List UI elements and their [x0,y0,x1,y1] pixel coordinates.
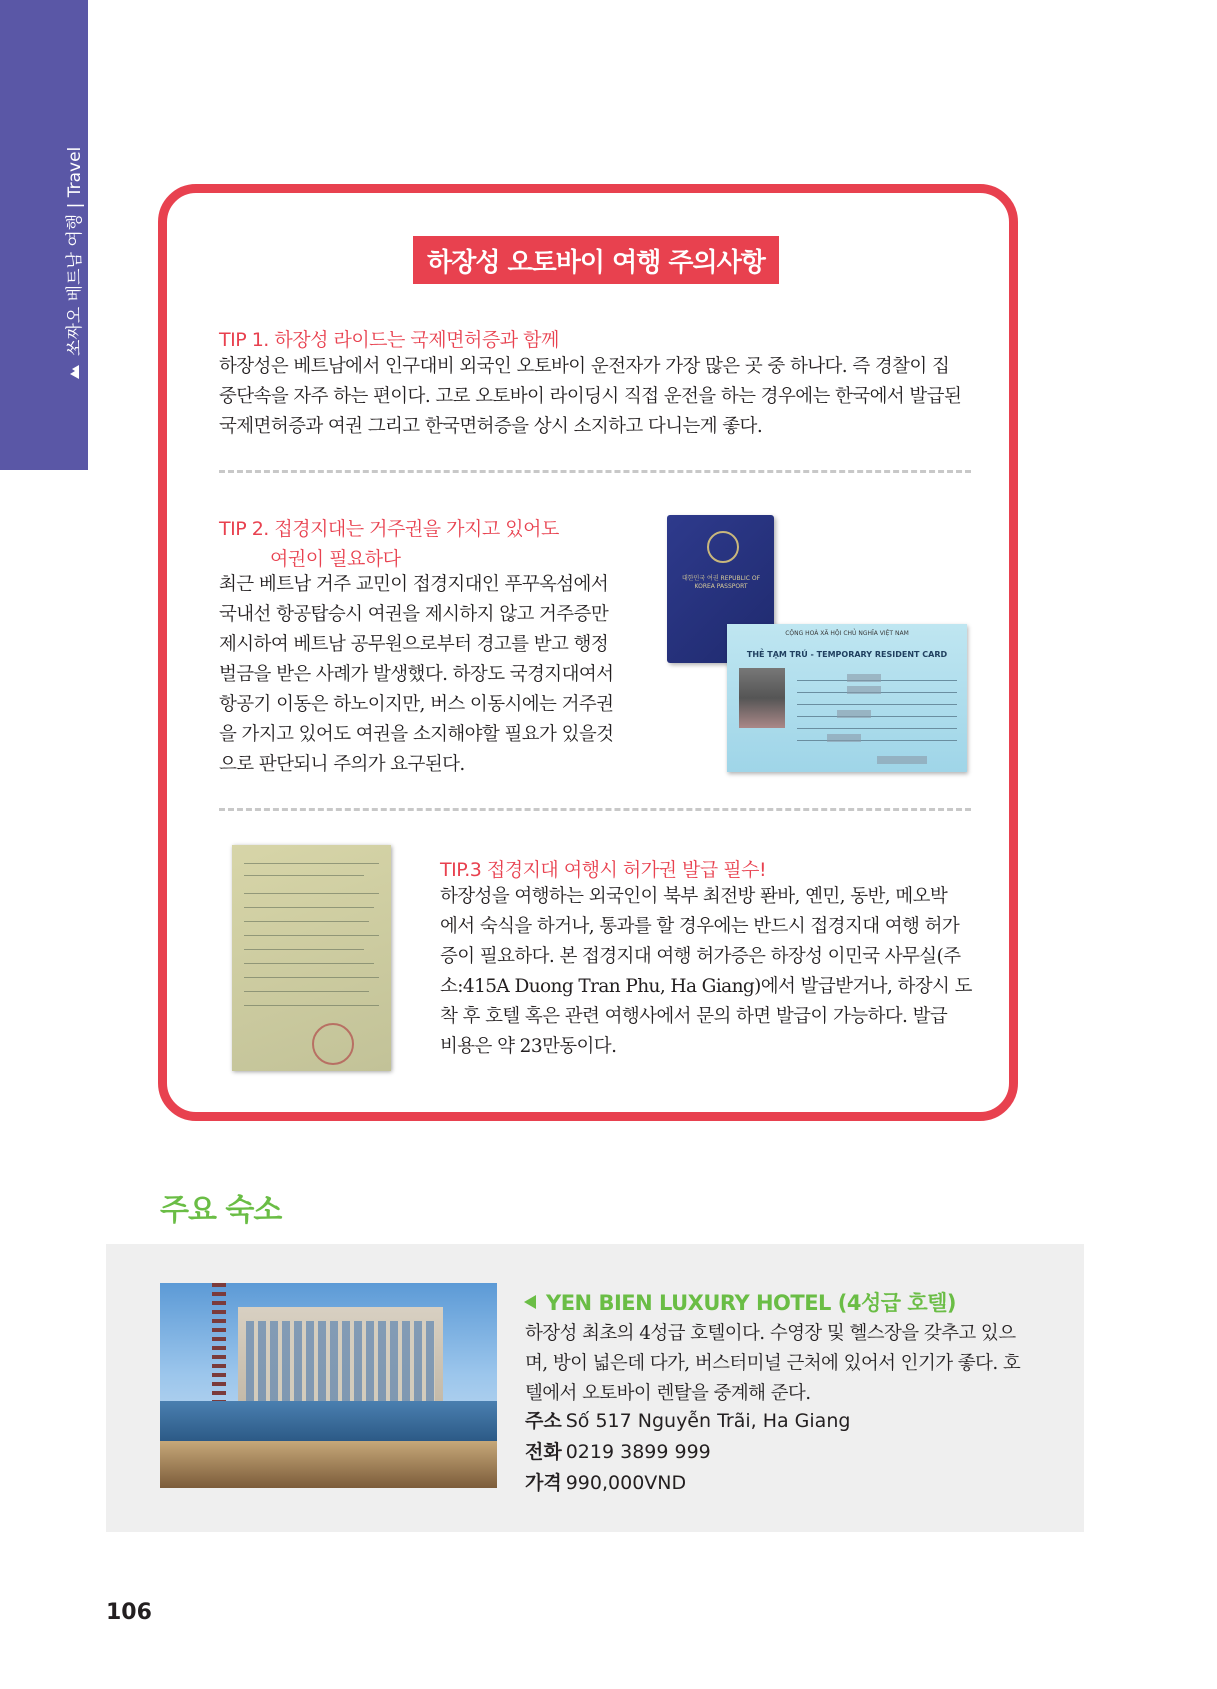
passport-emblem-icon [707,531,739,563]
side-tab [0,0,88,470]
hotel-photo [160,1283,497,1488]
tip2-line: 최근 베트남 거주 교민이 접경지대인 푸꾸옥섬에서 [219,574,609,595]
phone-value: 0219 3899 999 [565,1441,711,1463]
page-number: 106 [106,1600,152,1625]
address-label: 주소 [525,1410,562,1432]
side-tab-label: 쏘짜오 베트남 여행 | Travel [65,146,85,356]
tip2-line: 벌금을 받은 사례가 발생했다. 하장도 국경지대여서 [219,664,614,685]
price-value: 990,000VND [565,1472,687,1494]
price-label: 가격 [525,1472,562,1494]
hotel-description [525,1319,1045,1409]
card-redaction [847,674,881,682]
tip2-line: 항공기 이동은 하노이지만, 버스 이동시에는 거주권 [219,694,614,715]
resident-card-photo [739,668,785,728]
card-line [797,704,957,705]
tip3-line: 소:415A Duong Tran Phu, Ha Giang)에서 발급받거나, 하장시 도 [440,976,972,997]
hotel-desc-line: 며, 방이 넓은데 다가, 버스터미널 근처에 있어서 인기가 좋다. 호 [525,1353,1021,1374]
resident-card-title: THẺ TẠM TRÚ - TEMPORARY RESIDENT CARD [746,650,948,659]
divider [219,808,971,811]
permit-line [244,949,364,950]
tip3-line: 에서 숙식을 하거나, 통과를 할 경우에는 반드시 접경지대 여행 허가 [440,916,960,937]
permit-line [244,1005,379,1006]
hotel-name-row [524,1287,956,1317]
card-redaction [837,710,871,718]
permit-line [244,893,379,894]
hotel-desc-line: 텔에서 오토바이 렌탈을 중계해 준다. [525,1383,811,1404]
passport-text: 대한민국 여권 REPUBLIC OF KOREA PASSPORT [681,575,761,590]
resident-card-image [727,624,967,772]
tip3-line: 하장성을 여행하는 외국인이 북부 최전방 퐌바, 옌민, 동반, 메오박 [440,886,948,907]
permit-line [244,907,374,908]
tip2-line: 국내선 항공탑승시 여권을 제시하지 않고 거주증만 [219,604,609,625]
address-value: Số 517 Nguyễn Trãi, Ha Giang [565,1410,851,1432]
mountain-icon [65,364,81,380]
hotel-name: YEN BIEN LUXURY HOTEL (4성급 호텔) [546,1291,957,1315]
card-redaction [827,734,861,742]
hotel-desc-line: 하장성 최초의 4성급 호텔이다. 수영장 및 헬스장을 갖추고 있으 [525,1323,1016,1344]
tip1-body [219,352,979,442]
tip2-line: 을 가지고 있어도 여권을 소지해야할 필요가 있을것 [219,724,614,745]
resident-card-header: CỘNG HOÀ XÃ HỘI CHỦ NGHĨA VIỆT NAM [785,630,909,637]
hotel-phone-row [525,1437,711,1464]
hotel-address-row [525,1406,850,1433]
triangle-left-icon [524,1295,536,1309]
card-redaction [847,686,881,694]
tip3-line: 착 후 호텔 혹은 관련 여행사에서 문의 하면 발급이 가능하다. 발급 [440,1006,948,1027]
tip2-line: 으로 판단되니 주의가 요구된다. [219,754,465,775]
card-redaction [877,756,927,764]
permit-line [244,963,374,964]
tip1-line: 중단속을 자주 하는 편이다. 고로 오토바이 라이딩시 직접 운전을 하는 경우에는 한국에서 발급된 [219,386,962,407]
phone-label: 전화 [525,1441,562,1463]
permit-line [244,875,364,876]
tip-box-title: 하장성 오토바이 여행 주의사항 [413,236,779,284]
tip3-line: 증이 필요하다. 본 접경지대 여행 허가증은 하장성 이민국 사무실(주 [440,946,961,967]
tip1-heading: TIP 1. 하장성 라이드는 국제면허증과 함께 [219,329,559,351]
tip1-line: 하장성은 베트남에서 인구대비 외국인 오토바이 운전자가 가장 많은 곳 중 하나다. 즉 경찰이 집 [219,356,950,377]
hotel-photo-base [160,1441,497,1488]
card-line [797,740,957,741]
permit-line [244,863,379,864]
tip2-heading-line1: TIP 2. 접경지대는 거주권을 가지고 있어도 [219,518,559,540]
tip2-heading-line2: 여권이 필요하다 [270,548,401,570]
tip3-line: 비용은 약 23만동이다. [440,1036,617,1057]
tip2-body [219,570,639,780]
permit-image [232,845,391,1071]
hotel-price-row [525,1468,686,1495]
permit-line [244,977,379,978]
side-tab-label-wrap [60,147,85,380]
card-line [797,716,957,717]
accommodation-title: 주요 숙소 [160,1193,282,1228]
tip1-line: 국제면허증과 여권 그리고 한국면허증을 상시 소지하고 다니는게 좋다. [219,416,763,437]
hotel-photo-windows [246,1321,435,1411]
card-line [797,728,957,729]
tip3-heading: TIP.3 접경지대 여행시 허가권 발급 필수! [440,859,767,881]
permit-line [244,921,369,922]
permit-line [244,935,379,936]
permit-line [244,991,369,992]
hotel-photo-glass [160,1401,497,1441]
permit-stamp-icon [312,1023,354,1065]
tip3-body [440,882,990,1062]
divider [219,470,971,473]
tip2-line: 제시하여 베트남 공무원으로부터 경고를 받고 행정 [219,634,609,655]
